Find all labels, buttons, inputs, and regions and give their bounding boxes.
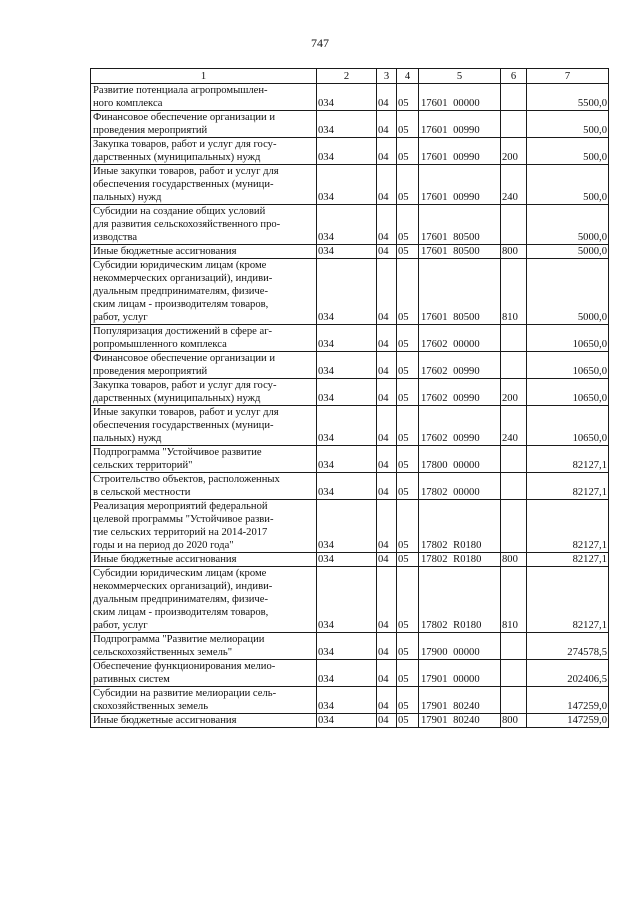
row-expense-type (501, 500, 527, 553)
row-section: 04 (377, 84, 397, 111)
row-amount: 500,0 (527, 111, 609, 138)
row-amount: 10650,0 (527, 406, 609, 446)
table-row (91, 138, 609, 165)
header-col-1: 1 (91, 69, 317, 84)
page-number: 747 (311, 36, 329, 50)
row-amount: 147259,0 (527, 714, 609, 728)
row-name: Иные закупки товаров, работ и услуг для обеспечения государственных (муници- пальных) нужд (91, 165, 317, 205)
row-target-article: 17802 R0180 (419, 500, 501, 553)
row-amount: 500,0 (527, 138, 609, 165)
table-row (91, 687, 609, 714)
row-subsection: 05 (397, 567, 419, 633)
row-target-article: 17601 00990 (419, 138, 501, 165)
row-section: 04 (377, 660, 397, 687)
row-amount: 10650,0 (527, 325, 609, 352)
row-code: 034 (317, 473, 377, 500)
row-amount: 274578,5 (527, 633, 609, 660)
row-section: 04 (377, 473, 397, 500)
row-name: Субсидии юридическим лицам (кроме некоммерческих организаций), индиви- дуальным предпринимателям, физиче- ским лицам - производителям товаров, работ, услуг (91, 567, 317, 633)
row-name: Обеспечение функционирования мелио- ративных систем (91, 660, 317, 687)
budget-table (90, 68, 609, 728)
row-name: Реализация мероприятий федеральной целевой программы "Устойчивое разви- тие сельских территорий на 2014-2017 годы и на период до 2020 года" (91, 500, 317, 553)
row-target-article: 17602 00990 (419, 406, 501, 446)
row-code: 034 (317, 84, 377, 111)
row-subsection: 05 (397, 259, 419, 325)
row-subsection: 05 (397, 138, 419, 165)
row-code: 034 (317, 245, 377, 259)
row-subsection: 05 (397, 660, 419, 687)
row-subsection: 05 (397, 553, 419, 567)
row-name: Финансовое обеспечение организации и проведения мероприятий (91, 352, 317, 379)
row-section: 04 (377, 446, 397, 473)
table-row (91, 473, 609, 500)
row-subsection: 05 (397, 446, 419, 473)
row-subsection: 05 (397, 687, 419, 714)
row-code: 034 (317, 325, 377, 352)
row-target-article: 17901 80240 (419, 714, 501, 728)
row-amount: 5000,0 (527, 205, 609, 245)
header-row (91, 69, 609, 84)
row-subsection: 05 (397, 205, 419, 245)
header-col-5: 5 (419, 69, 501, 84)
row-expense-type: 240 (501, 406, 527, 446)
header-col-3: 3 (377, 69, 397, 84)
row-subsection: 05 (397, 111, 419, 138)
row-amount: 82127,1 (527, 567, 609, 633)
header-col-6: 6 (501, 69, 527, 84)
row-target-article: 17601 80500 (419, 245, 501, 259)
row-name: Иные закупки товаров, работ и услуг для обеспечения государственных (муници- пальных) нужд (91, 406, 317, 446)
table-row (91, 446, 609, 473)
row-section: 04 (377, 714, 397, 728)
table-row (91, 406, 609, 446)
table-row (91, 165, 609, 205)
row-subsection: 05 (397, 473, 419, 500)
table-row (91, 352, 609, 379)
row-code: 034 (317, 500, 377, 553)
row-subsection: 05 (397, 245, 419, 259)
row-code: 034 (317, 138, 377, 165)
row-name: Подпрограмма "Устойчивое развитие сельских территорий" (91, 446, 317, 473)
row-target-article: 17601 00990 (419, 165, 501, 205)
row-section: 04 (377, 205, 397, 245)
row-amount: 10650,0 (527, 352, 609, 379)
table-row (91, 245, 609, 259)
row-target-article: 17802 R0180 (419, 553, 501, 567)
row-target-article: 17601 00990 (419, 111, 501, 138)
table-row (91, 500, 609, 553)
row-section: 04 (377, 553, 397, 567)
row-expense-type (501, 111, 527, 138)
row-amount: 82127,1 (527, 446, 609, 473)
row-expense-type: 200 (501, 138, 527, 165)
table-body (91, 84, 609, 728)
row-code: 034 (317, 553, 377, 567)
row-expense-type (501, 473, 527, 500)
row-code: 034 (317, 111, 377, 138)
row-expense-type (501, 352, 527, 379)
row-section: 04 (377, 687, 397, 714)
row-target-article: 17601 80500 (419, 205, 501, 245)
row-section: 04 (377, 379, 397, 406)
row-subsection: 05 (397, 165, 419, 205)
header-col-7: 7 (527, 69, 609, 84)
row-amount: 147259,0 (527, 687, 609, 714)
row-amount: 82127,1 (527, 473, 609, 500)
row-code: 034 (317, 714, 377, 728)
table-row (91, 325, 609, 352)
row-name: Популяризация достижений в сфере аг- ропромышленного комплекса (91, 325, 317, 352)
row-target-article: 17802 R0180 (419, 567, 501, 633)
row-subsection: 05 (397, 500, 419, 553)
row-code: 034 (317, 633, 377, 660)
table-row (91, 553, 609, 567)
row-amount: 10650,0 (527, 379, 609, 406)
row-target-article: 17602 00990 (419, 379, 501, 406)
row-name: Субсидии юридическим лицам (кроме некоммерческих организаций), индиви- дуальным предпринимателям, физиче- ским лицам - производителям товаров, работ, услуг (91, 259, 317, 325)
row-name: Иные бюджетные ассигнования (91, 714, 317, 728)
row-section: 04 (377, 352, 397, 379)
row-name: Иные бюджетные ассигнования (91, 553, 317, 567)
row-expense-type: 810 (501, 567, 527, 633)
row-section: 04 (377, 111, 397, 138)
row-name: Иные бюджетные ассигнования (91, 245, 317, 259)
row-target-article: 17601 80500 (419, 259, 501, 325)
row-amount: 500,0 (527, 165, 609, 205)
table-row (91, 111, 609, 138)
row-subsection: 05 (397, 406, 419, 446)
row-expense-type (501, 325, 527, 352)
row-name: Закупка товаров, работ и услуг для госу- дарственных (муниципальных) нужд (91, 138, 317, 165)
row-amount: 5500,0 (527, 84, 609, 111)
row-target-article: 17900 00000 (419, 633, 501, 660)
row-subsection: 05 (397, 325, 419, 352)
row-amount: 202406,5 (527, 660, 609, 687)
row-section: 04 (377, 325, 397, 352)
row-target-article: 17601 00000 (419, 84, 501, 111)
row-code: 034 (317, 687, 377, 714)
row-target-article: 17802 00000 (419, 473, 501, 500)
row-name: Закупка товаров, работ и услуг для госу- дарственных (муниципальных) нужд (91, 379, 317, 406)
row-amount: 82127,1 (527, 553, 609, 567)
row-subsection: 05 (397, 379, 419, 406)
row-code: 034 (317, 567, 377, 633)
table-row (91, 259, 609, 325)
table-row (91, 379, 609, 406)
row-amount: 5000,0 (527, 259, 609, 325)
row-target-article: 17602 00990 (419, 352, 501, 379)
row-target-article: 17901 80240 (419, 687, 501, 714)
header-col-2: 2 (317, 69, 377, 84)
row-code: 034 (317, 660, 377, 687)
row-section: 04 (377, 245, 397, 259)
row-name: Строительство объектов, расположенных в сельской местности (91, 473, 317, 500)
row-code: 034 (317, 165, 377, 205)
row-name: Субсидии на создание общих условий для развития сельскохозяйственного про- изводства (91, 205, 317, 245)
row-code: 034 (317, 379, 377, 406)
row-code: 034 (317, 446, 377, 473)
row-expense-type (501, 687, 527, 714)
row-section: 04 (377, 633, 397, 660)
row-code: 034 (317, 205, 377, 245)
row-section: 04 (377, 259, 397, 325)
row-subsection: 05 (397, 352, 419, 379)
row-expense-type (501, 205, 527, 245)
table-row (91, 567, 609, 633)
table-row (91, 633, 609, 660)
row-code: 034 (317, 259, 377, 325)
row-expense-type: 810 (501, 259, 527, 325)
table-row (91, 205, 609, 245)
row-name: Развитие потенциала агропромышлен- ного комплекса (91, 84, 317, 111)
row-target-article: 17602 00000 (419, 325, 501, 352)
row-expense-type: 800 (501, 714, 527, 728)
row-name: Субсидии на развитие мелиорации сель- скохозяйственных земель (91, 687, 317, 714)
row-expense-type (501, 633, 527, 660)
row-name: Финансовое обеспечение организации и проведения мероприятий (91, 111, 317, 138)
row-section: 04 (377, 406, 397, 446)
row-amount: 5000,0 (527, 245, 609, 259)
table-row (91, 660, 609, 687)
row-section: 04 (377, 567, 397, 633)
row-expense-type: 800 (501, 553, 527, 567)
row-section: 04 (377, 500, 397, 553)
row-expense-type: 800 (501, 245, 527, 259)
row-code: 034 (317, 352, 377, 379)
row-section: 04 (377, 165, 397, 205)
row-expense-type (501, 660, 527, 687)
row-amount: 82127,1 (527, 500, 609, 553)
row-code: 034 (317, 406, 377, 446)
row-name: Подпрограмма "Развитие мелиорации сельскохозяйственных земель" (91, 633, 317, 660)
row-subsection: 05 (397, 84, 419, 111)
row-expense-type: 200 (501, 379, 527, 406)
row-subsection: 05 (397, 633, 419, 660)
row-expense-type (501, 446, 527, 473)
row-target-article: 17901 00000 (419, 660, 501, 687)
row-subsection: 05 (397, 714, 419, 728)
table-row (91, 714, 609, 728)
row-section: 04 (377, 138, 397, 165)
row-expense-type (501, 84, 527, 111)
table-row (91, 84, 609, 111)
header-col-4: 4 (397, 69, 419, 84)
row-expense-type: 240 (501, 165, 527, 205)
row-target-article: 17800 00000 (419, 446, 501, 473)
